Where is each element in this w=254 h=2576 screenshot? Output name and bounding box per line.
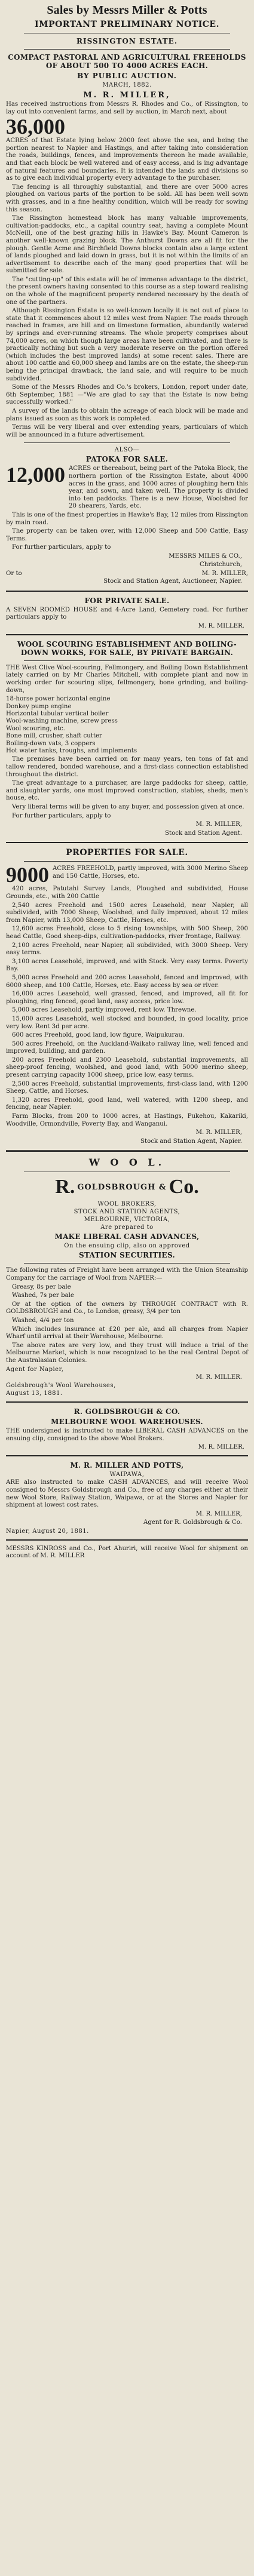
divider <box>24 1263 230 1264</box>
property-item: 600 acres Freehold, good land, low figure, Waipukurau. <box>12 1032 185 1039</box>
subtitle: On the ensuing clip, also on approved <box>64 1243 190 1250</box>
by-auction: BY PUBLIC AUCTION. <box>77 72 177 80</box>
rate-item: Greasy, 8s per bale <box>12 1283 71 1290</box>
list-item: Hot water tanks, troughs, and implements <box>6 748 137 755</box>
property-item: 420 acres, Patutahi Survey Lands, Ploughed and subdivided, House Grounds, etc., with 200 Cattle <box>6 886 248 900</box>
paragraph: The Rissington homestead block has many valuable improvements, cultivation-paddocks, etc., a capital country seat, having a complete Mount McNeill, one of the best grazing hills in Hawke's Bay. Mount Cameron is another well-known grazing block. The Anthurst Downs are all fit for the plough. Gentle Acme and Birchfield Downs blocks contain also a large extent of lands ploughed and laid down in grass, but it is not within the limits of an advertisement to describe each of the many good properties that will be submitted for sale. <box>6 215 248 275</box>
property-item: 2,540 acres Freehold and 1500 acres Leasehold, near Napier, all subdivided, with 7000 Sheep, Woolshed, and fully improved, about 12 miles from Napier, with 13,000 Sheep, Cattle, Horses, etc. <box>6 902 248 924</box>
subtitle: STOCK AND STATION AGENTS, <box>74 1209 180 1216</box>
divider <box>6 1539 248 1541</box>
private-sale-heading: FOR PRIVATE SALE. <box>84 596 170 605</box>
notice-heading: IMPORTANT PRELIMINARY NOTICE. <box>35 20 219 29</box>
paragraph: For further particulars, apply to <box>12 812 111 819</box>
agent-title: Stock and Station Agent, Auctioneer, Napier. <box>103 578 242 585</box>
property-item: 2,100 acres Freehold, near Napier, all subdivided, with 3000 Sheep. Very easy terms. <box>6 942 248 957</box>
also-label: ALSO— <box>114 447 140 454</box>
acreage-number: 36,000 <box>6 115 65 139</box>
paragraph: The fencing is all throughly substantial, and there are over 5000 acres ploughed on various parts of the portion to be sold. All has been well sown with grasses, and in a fine healthy condition, which will be ready for sowing this season. <box>6 183 248 213</box>
signature-title: Agent for R. Goldsbrough & Co. <box>143 1519 242 1526</box>
paragraph: THE West Clive Wool-scouring, Fellmongery, and Boiling Down Establishment lately carried on by Mr Charles Mitchell, with complete plant and now in working order for scouring slips, fellmongery, bone grinding, and boiling-down, <box>6 664 248 694</box>
intro-text: Has received instructions from Messrs R. Rhodes and Co., of Rissington, to lay out into convenient farms, and sell by auction, in March next, about <box>6 101 248 115</box>
wool-notice <box>6 1157 248 1397</box>
paragraph: Very liberal terms will be given to any buyer, and possession given at once. <box>12 804 244 811</box>
rate-item: Washed, 7s per bale <box>12 1292 74 1299</box>
paragraph: The "cutting-up" of this estate will be of immense advantage to the district, the present owners having consented to this course as a step toward realising on the whole of the magnificent property rendered necessary by the death of one of the partners. <box>6 276 248 306</box>
signature-title: Stock and Station Agent, Napier. <box>140 1138 242 1145</box>
paragraph: For further particulars, apply to <box>12 544 111 551</box>
agent-name: M. R. MILLER. <box>195 1373 242 1381</box>
rate-item: Washed, 4/4 per ton <box>12 1317 74 1324</box>
initial-co: Co. <box>169 1176 199 1198</box>
divider <box>6 591 248 592</box>
property-item: 16,000 acres Leasehold, well grassed, fenced, and improved, all fit for ploughing, ring fenced, good land, easy access, price low. <box>6 991 248 1005</box>
divider <box>6 634 248 635</box>
cash-advances-heading: MAKE LIBERAL CASH ADVANCES, <box>54 1232 200 1241</box>
date: August 13, 1881. <box>6 1390 63 1397</box>
paragraph: ACRES or thereabout, being part of the Patoka Block, the northern portion of the Rissington Estate, about 4000 acres in the grass, and 1000 acres of ploughing hern this year, and sown, and taken well. The property is divided into ten paddocks. There is a new House, Woolshed for 20 shearers, Yards, etc. <box>69 465 248 510</box>
goldsbrough-banner <box>6 1176 248 1198</box>
date: Napier, August 20, 1881. <box>6 1527 89 1535</box>
firm-place: Christchurch, <box>199 561 242 568</box>
divider <box>24 442 230 443</box>
rate-item: Or at the option of the owners by THROUGH CONTRACT with R. GOLDSBROUGH and Co., to London, greasy, 3/4 per ton <box>6 1301 248 1315</box>
list-item: 18-horse power horizontal engine <box>6 696 111 703</box>
warehouses-heading: MELBOURNE WOOL WAREHOUSES. <box>51 1418 203 1427</box>
list-item: Bone mill, crusher, shaft cutter <box>6 733 102 740</box>
wool-scouring-heading: WOOL SCOURING ESTABLISHMENT AND BOILING-DOWN WORKS, FOR SALE, BY PRIVATE BARGAIN. <box>17 640 237 657</box>
list-item: Horizontal tubular vertical boiler <box>6 711 109 718</box>
miller-potts-heading: M. R. MILLER AND POTTS, <box>70 1461 184 1470</box>
goldsbrough-name: GOLDSBROUGH & <box>77 1182 167 1192</box>
subtitle: WOOL BROKERS, <box>97 1201 157 1208</box>
signature: M. R. MILLER, <box>195 1129 242 1136</box>
property-item: 15,000 acres Leasehold, well stocked and bounded, in good locality, price very low. Rent 3d per acre. <box>6 1015 248 1030</box>
paragraph: The above rates are very low, and they trust will induce a trial of the Melbourne Market, which is now recognized to be the real Central Depot of the Australasian Colonies. <box>6 1342 248 1364</box>
paragraph: The great advantage to a purchaser, are large paddocks for sheep, cattle, and slaughter yards, one most improved construction, stables, sheds, men's house, etc. <box>6 780 248 802</box>
list-item: Boiling-down vats, 3 coppers <box>6 740 96 747</box>
property-item: 5,000 acres Leasehold, partly improved, rent low. Threwne. <box>12 1007 197 1014</box>
goldsbrough-heading: R. GOLDSBROUGH & CO. <box>74 1407 180 1416</box>
private-sale <box>6 597 248 629</box>
divider <box>24 49 230 50</box>
paragraph: Some of the Messrs Rhodes and Co.'s brokers, London, report under date, 6th September, 1881 —"We are glad to say that the Estate is now being successfully worked." <box>6 384 248 406</box>
miller-potts-waipawa <box>6 1461 248 1535</box>
paragraph: A SEVEN ROOMED HOUSE and 4-Acre Land, Cemetery road. For further particulars apply to <box>6 606 248 621</box>
plant-list <box>6 696 248 755</box>
paragraph: Terms will be very liberal and over extending years, particulars of which will be announced in a future advertisement. <box>6 424 248 438</box>
acreage-line <box>6 115 248 139</box>
property-item: 200 acres Freehold and 2300 Leasehold, substantial improvements, all sheep-proof fencing, woolshed, and good land, with 5000 merino sheep, present carrying capacity 1000 sheep, price low, easy terms. <box>6 1056 248 1079</box>
station-heading: STATION SECURITIES. <box>79 1251 175 1260</box>
property-item: 12,600 acres Freehold, close to 5 rising townships, with 500 Sheep, 200 head Cattle, Good sheep-dips, cultivation-paddocks, river frontage, Railway. <box>6 926 248 940</box>
rissington-notice <box>6 20 248 439</box>
patoka-heading: PATOKA FOR SALE. <box>85 455 169 464</box>
divider <box>6 1455 248 1456</box>
agent-line <box>6 570 248 577</box>
paragraph: A survey of the lands to obtain the acreage of each block will be made and plans issued as soon as this work is completed. <box>6 407 248 422</box>
paragraph: The following rates of Freight have been arranged with the Union Steamship Company for the carriage of Wool from NAPIER:— <box>6 1267 248 1281</box>
divider <box>24 861 230 862</box>
list-item: Wool-washing machine, screw press <box>6 718 118 725</box>
paragraph: The property can be taken over, with 12,000 Sheep and 500 Cattle, Easy Terms. <box>6 528 248 542</box>
goldsbrough-warehouses <box>6 1407 248 1450</box>
paragraph: The premises have been carried on for many years, ten tons of fat and tallow rendered, bonded warehouse, and a first-class connection established throughout the district. <box>6 756 248 778</box>
agent-label: Agent for Napier, <box>6 1366 64 1373</box>
masthead: Sales by Messrs Miller & Potts <box>47 4 207 17</box>
signature-title: Stock and Station Agent. <box>165 829 242 837</box>
property-item: 2,500 acres Freehold, substantial improvements, first-class land, with 1200 Sheep, Cattle, and Horses. <box>6 1080 248 1095</box>
paragraph: Although Rissington Estate is so well-known locally it is not out of place to state that it commences about 12 miles west from Napier. The roads through reached in frames, are hill and on limestone formation, abundantly watered by springs and ever-running streams. The whole property comprises about 74,000 acres, on which though large areas have been cultivated, and there is practically nothing but such a very moderate reserve on the portion offered (which includes the best improved lands) at some recent sales. There are about 100 cattle and 60,000 sheep and lambs are on the estate, the sheep-run being the principal drawback, the land sale, and will require to be much subdivided. <box>6 308 248 382</box>
estate-name: RISSINGTON ESTATE. <box>76 37 178 45</box>
signature: M. R. MILLER, <box>195 1510 242 1517</box>
wool-scouring <box>6 640 248 838</box>
signature: M. R. MILLER. <box>198 622 244 629</box>
paragraph: ARE also instructed to make CASH ADVANCES, and will receive Wool consigned to Messrs Goldsbrough and Co., free of any charges either at their new Wool Store, Railway Station, Waipawa, or at the Stores and Napier for shipment at lowest cost rates. <box>6 1479 248 1509</box>
place: WAIPAWA, <box>109 1471 145 1478</box>
properties-for-sale <box>6 848 248 1145</box>
properties-heading: PROPERTIES FOR SALE. <box>66 848 188 858</box>
property-item: 3,100 acres Leasehold, improved, and with Stock. Very easy terms. Poverty Bay. <box>6 958 248 973</box>
paragraph: Which includes insurance at £20 per ale, and all charges from Napier Wharf until arrival at their Warehouse, Melbourne. <box>6 1326 248 1341</box>
divider <box>6 1150 248 1152</box>
acreage-number: 9000 <box>6 863 49 887</box>
or-label: Or to <box>6 570 22 577</box>
acreage-number: 12,000 <box>6 463 65 487</box>
initial-r: R. <box>55 1176 75 1198</box>
kinross-notice <box>6 1545 248 1560</box>
auction-date: MARCH, 1882. <box>102 82 152 88</box>
list-item: Wool scouring, etc. <box>6 725 65 732</box>
divider <box>6 842 248 843</box>
signature: M. R. MILLER, <box>195 821 242 828</box>
auctioneer-name: M. R. MILLER, <box>83 91 171 100</box>
list-item: Donkey pump engine <box>6 703 72 710</box>
paragraph: This is one of the finest properties in Hawke's Bay, 12 miles from Rissington by main road. <box>6 511 248 526</box>
divider <box>24 660 230 661</box>
place: Goldsbrough's Wool Warehouses, <box>6 1382 116 1390</box>
subtitle: Are prepared to <box>100 1224 154 1231</box>
property-item: Farm Blocks, from 200 to 1000 acres, at Hastings, Pukehou, Kakariki, Woodville, Ormondville, Poverty Bay, and Wanganui. <box>6 1113 248 1127</box>
paragraph: ACRES of that Estate lying below 2000 feet above the sea, and being the portion nearest to Napier and Hastings, and after taking into consideration the roads, buildings, fences, and improvements thereon he made available, and that each block be well watered and of easy access, and is ing advantage of natural features and boundaries. It is intended the lands and divisions so as to give each individual property every advantage to the purchaser. <box>6 137 248 182</box>
agent-name: M. R. MILLER, <box>201 570 248 577</box>
firm-name: MESSRS MILES & CO., <box>169 552 242 560</box>
paragraph: ACRES FREEHOLD, partly improved, with 3000 Merino Sheep and 150 Cattle, Horses, etc. <box>53 865 248 880</box>
property-item: 1,320 acres Freehold, good land, well watered, with 1200 sheep, and fencing, near Napier. <box>6 1096 248 1111</box>
property-item: 5,000 acres Freehold and 200 acres Leasehold, fenced and improved, with 6000 sheep, and 100 Cattle, Horses, etc. Easy access by sea or river. <box>6 974 248 989</box>
estate-title: COMPACT PASTORAL AND AGRICULTURAL FREEHOLDS OF ABOUT 500 TO 4000 ACRES EACH. <box>8 53 246 70</box>
acreage-line <box>6 863 248 887</box>
property-item: 500 acres Freehold, on the Auckland-Waikato railway line, well fenced and improved, building, and garden. <box>6 1040 248 1055</box>
paragraph: MESSRS KINROSS and Co., Port Ahuriri, will receive Wool for shipment on account of M. R. MILLER <box>6 1545 248 1560</box>
wool-heading: W O O L. <box>88 1157 166 1169</box>
signature: M. R. MILLER. <box>198 1444 244 1451</box>
patoka-notice <box>6 447 248 585</box>
acreage-line <box>6 465 248 511</box>
subtitle: MELBOURNE, VICTORIA, <box>84 1216 170 1224</box>
divider <box>6 1401 248 1403</box>
paragraph: THE undersigned is instructed to make LIBERAL CASH ADVANCES on the ensuing clip, consigned to the above Wool Brokers. <box>6 1428 248 1442</box>
